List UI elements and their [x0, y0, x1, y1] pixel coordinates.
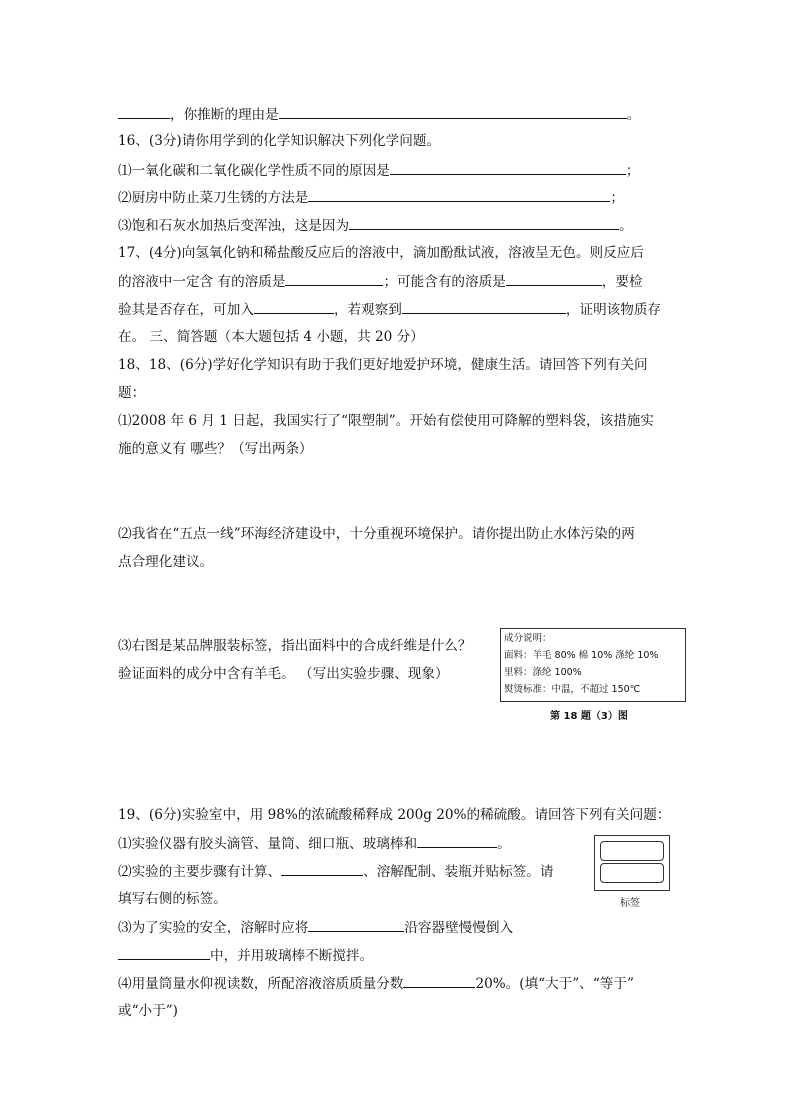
label-line-3: 里料：涤纶 100% — [504, 667, 582, 678]
question-19-part-2: ⑵实验的主要步骤有计算、 、溶解配制、装瓶并贴标签。请 — [118, 861, 553, 882]
clothing-label-figure — [500, 628, 686, 702]
answer-blank[interactable] — [118, 945, 210, 960]
question-19-part-3: ⑶为了实验的安全，溶解时应将 沿容器壁慢慢倒入 — [118, 917, 513, 938]
question-16-part-2: ⑵厨房中防止菜刀生锈的方法是 ； — [118, 187, 624, 208]
question-19-part-3-cont: 中，并用玻璃棒不断搅拌。 — [118, 945, 373, 966]
answer-blank[interactable] — [402, 299, 566, 314]
question-19-part-4: ⑷用量筒量水仰视读数，所配溶液溶质质量分数 20%。(填“大于”、“等于” — [118, 973, 634, 994]
label-field-top[interactable] — [600, 841, 664, 861]
question-18-part-1: ⑴2008 年 6 月 1 日起，我国实行了“限塑制”。开始有偿使用可降解的塑料袋，该措施实 — [118, 413, 654, 429]
label-line-1: 成分说明： — [504, 633, 552, 644]
question-19-part-4-cont: 或“小于”) — [118, 1003, 178, 1019]
answer-blank[interactable] — [285, 271, 383, 286]
answer-blank[interactable] — [417, 833, 497, 848]
answer-blank[interactable] — [254, 299, 334, 314]
question-18-part-3: ⑶右图是某品牌服装标签，指出面料中的合成纤维是什么？ — [118, 638, 472, 654]
question-17-line-3: 验其是否存在，可加入 ，若观察到 ，证明该物质存 — [118, 299, 661, 320]
answer-blank[interactable] — [349, 215, 619, 230]
answer-blank[interactable] — [281, 861, 363, 876]
label-field-bottom[interactable] — [600, 863, 664, 883]
section-3-heading: 在。 三、简答题（本大题包括 4 小题，共 20 分） — [118, 329, 424, 345]
answer-blank[interactable] — [308, 187, 610, 202]
question-18-heading-cont: 题： — [118, 385, 146, 401]
line-15-continuation: ，你推断的理由是 。 — [118, 104, 640, 125]
question-19-part-1: ⑴实验仪器有胶头滴管、量筒、细口瓶、玻璃棒和 。 — [118, 833, 511, 854]
label-line-2: 面料：羊毛 80% 棉 10% 涤纶 10% — [504, 650, 659, 661]
answer-blank[interactable] — [118, 104, 170, 119]
figure-19-caption: 标签 — [620, 898, 640, 909]
question-17-heading: 17、(4分)向氢氧化钠和稀盐酸反应后的溶液中，滴加酚酞试液，溶液呈无色。则反应后 — [118, 245, 644, 261]
question-19-heading: 19、(6分)实验室中，用 98%的浓硫酸稀释成 200g 20%的稀硫酸。请回答下列有关问题： — [118, 807, 671, 823]
answer-blank[interactable] — [308, 917, 404, 932]
question-18-part-3-cont: 验证面料的成分中含有羊毛。 （写出实验步骤、现象） — [118, 666, 449, 682]
question-16-heading: 16、(3分)请你用学到的化学知识解决下列化学问题。 — [118, 133, 441, 149]
label-line-4: 熨烫标准：中温，不超过 150℃ — [504, 684, 641, 695]
reagent-label-figure — [594, 835, 670, 891]
question-18-part-2: ⑵我省在“五点一线”环海经济建设中，十分重视环境保护。请你提出防止水体污染的两 — [118, 526, 635, 542]
answer-blank[interactable] — [390, 160, 626, 175]
figure-18-caption: 第 18 题（3）图 — [550, 711, 628, 722]
answer-blank[interactable] — [279, 104, 627, 119]
question-16-part-3: ⑶饱和石灰水加热后变浑浊，这是因为 。 — [118, 215, 633, 236]
answer-blank[interactable] — [506, 271, 602, 286]
question-18-part-1-cont: 施的意义有 哪些？（写出两条） — [118, 441, 313, 457]
question-16-part-1: ⑴一氧化碳和二氧化碳化学性质不同的原因是 ； — [118, 160, 639, 181]
question-18-heading: 18、18、(6分)学好化学知识有助于我们更好地爱护环境，健康生活。请回答下列有关问 — [118, 357, 648, 373]
question-19-part-2-cont: 填写右侧的标签。 — [118, 891, 227, 907]
question-17-line-2: 的溶液中一定含 有的溶质是 ；可能含有的溶质是 ，要检 — [118, 271, 643, 292]
answer-blank[interactable] — [403, 973, 475, 988]
question-18-part-2-cont: 点合理化建议。 — [118, 554, 214, 570]
